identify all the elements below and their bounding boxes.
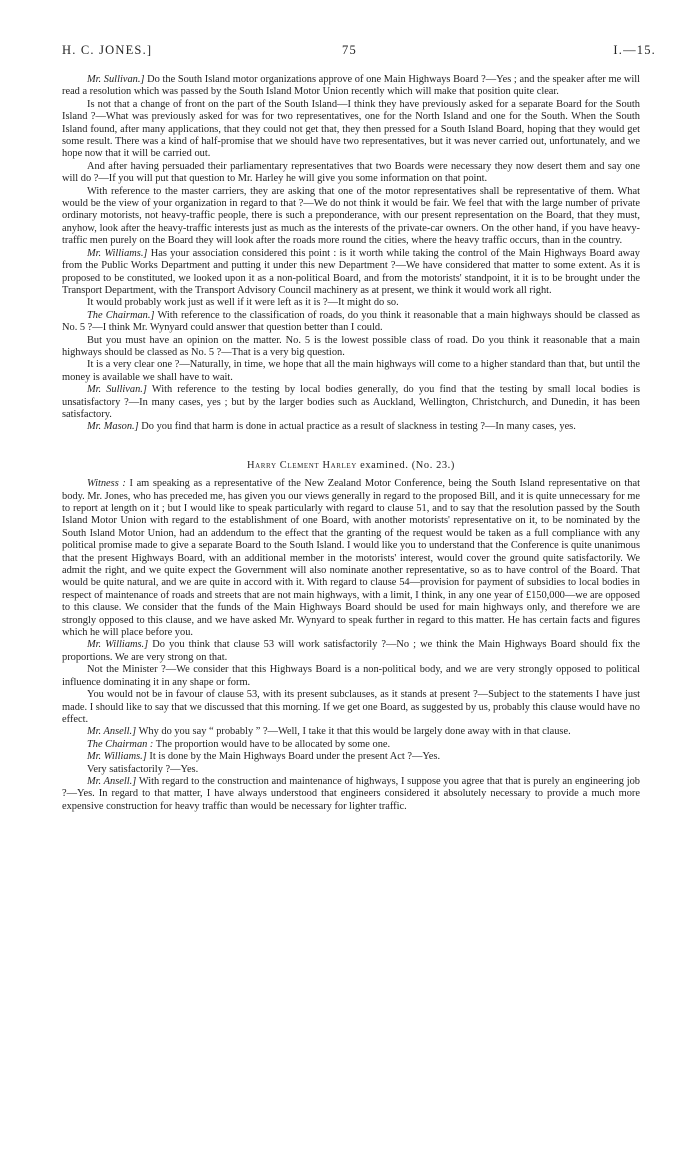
paragraph (62, 764, 640, 776)
paragraph (62, 384, 640, 421)
paragraph-text: Very satisfactorily ?—Yes. (87, 763, 199, 775)
paragraph (62, 639, 640, 664)
witness-name: Harry Clement Harley (247, 459, 357, 471)
paragraph (62, 297, 640, 309)
speaker-label: Mr. Williams.] (87, 639, 149, 651)
paragraph-text: Is not that a change of front on the part of the South Island—I think they have previously asked for a separate Board for the South Island ?—What was previously asked for was for two representatives, one for the North Island and one for the South. When the South Island found, after many applications, that they could not get that, they then pressed for a South Island Board, hoping that they would get some result. There was a kind of half-promise that we should have two representatives, but it was never carried out, unfortunately, and we hope now that it will be carried out. (62, 98, 640, 160)
paragraph (62, 248, 640, 298)
paragraph-text: With reference to the classification of roads, do you think it reasonable that a main highways should be classed as No. 5 ?—I think Mr. Wynyard could answer that question better than I could. (62, 309, 640, 334)
testimony-section-jones (62, 74, 640, 434)
paragraph-text: I am speaking as a representative of the New Zealand Motor Conference, being the South Island representative on that body. Mr. Jones, who has preceded me, has given you our views generally in regard to the proposed Bill, and it is quite unnecessary for me to report at length on it ; but I would like to speak particularly with regard to clause 51, and to say that the resolution passed by the South Island Motor Union with regard to the establishment of one Board, with another motorists' representative on it, to be nominated by the South Island Motor Union, had an addendum to the effect that the granting of the request would be taken as a full compliance with any political promise made to give a separate Board to the South Island. I would like you to understand that the Conference is quite unanimous that the present Highways Board, with an additional member in the motorists' interest, would cover the ground quite satisfactorily. We admit the right, and we quite expect the Government will also nominate another representative, so as to have control of the Board. That would be quite natural, and we are quite in accord with it. With regard to clause 54—provision for payment of subsidies to local bodies in respect of maintenance of roads and streets that are not main highways, with a limit, I think, in any one year of £150,000—we are opposed to this clause. We consider that the funds of the Main Highways Board should be used for main highways only, and therefore we are strongly opposed to this clause, and we have asked Mr. Wynyard to speak further in regard to this matter. He has certain facts and figures which he will place before you. (62, 478, 640, 639)
page-header (62, 43, 656, 62)
header-witness-name: H. C. JONES.] (62, 43, 153, 57)
speaker-label: Mr. Williams.] (87, 247, 148, 259)
paragraph-text: With reference to the testing by local bodies generally, do you find that the testing by small local bodies is unsatisfactory ?—In many cases, yes ; but by the larger bodies such as Auckland, Wellington, Christchurch, and Dunedin, it has been satisfactory. (62, 384, 640, 420)
paragraph (62, 310, 640, 335)
paragraph-text: It is a very clear one ?—Naturally, in time, we hope that all the main highways will come to a higher standard than that, but until the money is available we shall have to wait. (62, 359, 640, 383)
witness-heading-suffix: examined. (No. 23.) (356, 459, 455, 471)
paragraph-text: With reference to the master carriers, they are asking that one of the motor representatives shall be representative of them. What would be the view of your organization in regard to that ?—We do not think it would be fair. We feel that with the large number of private ordinary motorists, not heavy-traffic people, there is such a preponderance, with our present representation on the Board, that they must, anyhow, look after the heavy-traffic interests just as much as the interests of the private-car owners. On the other hand, if you have heavy-traffic men purely on the Board they will look after the roads more round the cities, where the heavy traffic occurs, than in the country. (62, 185, 640, 247)
paragraph (62, 664, 640, 689)
speaker-label: Mr. Williams.] (87, 751, 147, 763)
paragraph-text: You would not be in favour of clause 53, with its present subclauses, as it stands at present ?—Subject to the statements I have just made. I should like to say that we discussed that this morning. If we get one Board, as suggested by us, probably this clause would have no effect. (62, 689, 640, 725)
paragraph-text: It would probably work just as well if it were left as it is ?—It might do so. (87, 297, 399, 309)
speaker-label: Mr. Sullivan.] (87, 384, 147, 396)
paragraph-text: Do you think that clause 53 will work satisfactorily ?—No ; we think the Main Highways Board should fix the proportions. We are very strong on that. (62, 639, 640, 663)
paragraph (62, 421, 640, 433)
paragraph (62, 359, 640, 384)
testimony-section-harley (62, 478, 640, 813)
speaker-label: The Chairman.] (87, 309, 155, 321)
document-body (62, 74, 640, 813)
paragraph (62, 99, 640, 161)
speaker-label: Mr. Sullivan.] (87, 74, 145, 85)
paragraph (62, 751, 640, 763)
paragraph (62, 335, 640, 360)
paragraph (62, 689, 640, 726)
paragraph-text: The proportion would have to be allocated by some one. (153, 738, 391, 750)
speaker-label: Mr. Ansell.] (87, 775, 137, 787)
speaker-label: Witness : (87, 478, 126, 490)
witness-heading (62, 460, 640, 472)
paragraph-text: But you must have an opinion on the matter. No. 5 is the lowest possible class of road. Do you think it reasonable that a main highways should be classed as No. 5 ?—That is a very big question. (62, 334, 640, 358)
document-reference: I.—15. (613, 43, 656, 57)
paragraph (62, 74, 640, 99)
paragraph-text: Has your association considered this point : is it worth while taking the control of the Main Highways Board away from the Public Works Department and putting it under this new Department ?—We have considered that matter to some extent. As it is proposed to be constituted, we looked upon it as a non-political Board, and from the motorists' standpoint, it it is to be brought under the Transport Department, with the Transport Advisory Council machinery as at present, we think it would work all right. (62, 247, 640, 296)
paragraph-text: Do you find that harm is done in actual practice as a result of slackness in testing ?—In many cases, yes. (138, 421, 576, 433)
speaker-label: Mr. Mason.] (87, 421, 139, 433)
paragraph (62, 478, 640, 639)
paragraph (62, 186, 640, 248)
paragraph-text: It is done by the Main Highways Board under the present Act ?—Yes. (146, 751, 441, 763)
paragraph-text: And after having persuaded their parliamentary representatives that two Boards were necessary they now desert them and say one will do ?—If you will put that question to Mr. Harley he will give you some information on that point. (62, 160, 640, 185)
paragraph (62, 161, 640, 186)
paragraph (62, 726, 640, 738)
paragraph-text: Why do you say “ probably ” ?—Well, I take it that this would be largely done away with in that clause. (136, 726, 571, 738)
page-number: 75 (342, 43, 357, 57)
paragraph-text: Not the Minister ?—We consider that this Highways Board is a non-political body, and we are very strongly opposed to political influence dominating it in any shape or form. (62, 664, 640, 688)
paragraph (62, 739, 640, 751)
paragraph (62, 776, 640, 813)
speaker-label: Mr. Ansell.] (87, 726, 137, 738)
paragraph-text: With regard to the construction and maintenance of highways, I suppose you agree that that is purely an engineering job ?—Yes. In regard to that matter, I have always understood that engineers considered it absolutely necessary to provide a much more expensive construction for heavy traffic than would be necessary for lighter traffic. (62, 775, 640, 812)
paragraph-text: Do the South Island motor organizations approve of one Main Highways Board ?—Yes ; and the speaker after me will read a resolution which was passed by the South Island Motor Union recently which will make that position quite clear. (62, 74, 641, 98)
speaker-label: The Chairman : (87, 738, 154, 750)
